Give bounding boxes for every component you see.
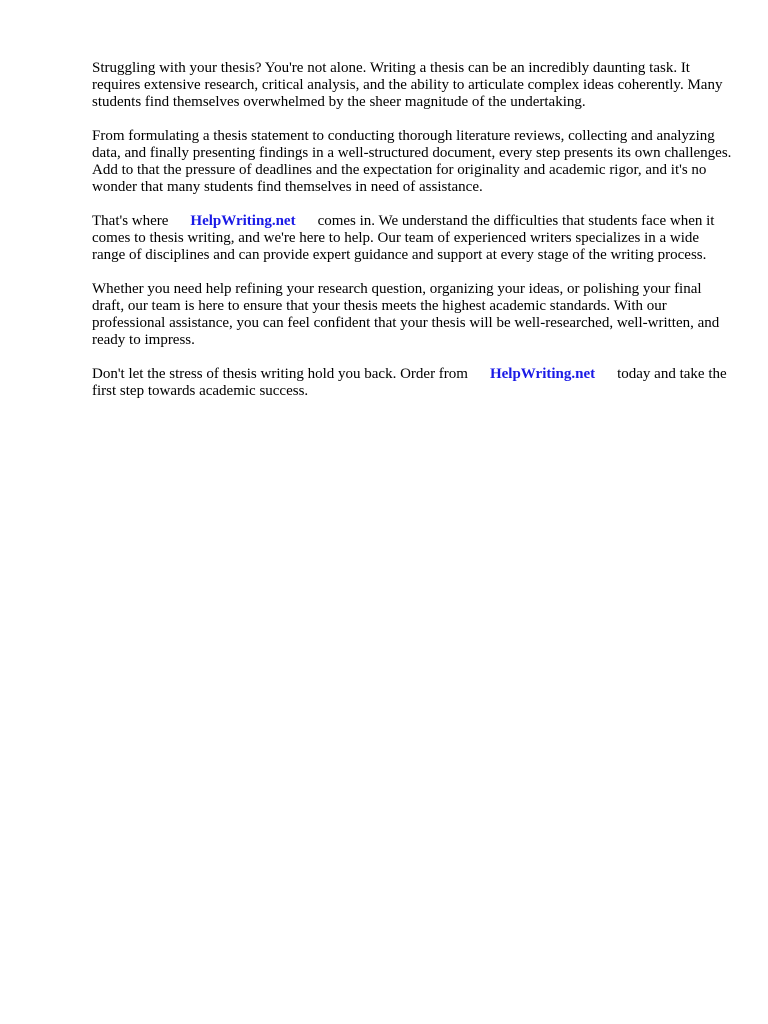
paragraph-assistance: Whether you need help refining your research question, organizing your ideas, or polishing your final draft, our team is here to ensure that your thesis meets the highest academic standards. With our professional assistance, you can feel confident that your thesis will be well-researched, well-written, and ready to impress. [92, 281, 720, 348]
paragraph-helpwriting [92, 213, 732, 264]
paragraph-challenges: From formulating a thesis statement to conducting thorough literature reviews, collecting and analyzing data, and finally presenting findings in a well-structured document, every step presents its own challenges. Add to that the pressure of deadlines and the expectation for originality and academic rigor, and it's no wonder that many students find themselves in need of assistance. [92, 128, 732, 195]
paragraph-text: Don't let the stress of thesis writing hold you back. Order from [92, 366, 468, 382]
paragraph-cta [92, 366, 732, 400]
paragraph-text: comes in. We understand the difficulties that students face when it comes to thesis writing, and we're here to help. Our team of experienced writers specializes in a wide range of disciplines and can provide expert guidance and support at every stage of the writing process. [92, 213, 715, 263]
helpwriting-link-order[interactable]: HelpWriting.net [489, 366, 596, 382]
paragraph-intro: Struggling with your thesis? You're not alone. Writing a thesis can be an incredibly daunting task. It requires extensive research, critical analysis, and the ability to articulate complex ideas coherently. Many students find themselves overwhelmed by the sheer magnitude of the undertaking. [92, 60, 723, 110]
document-body [92, 60, 732, 417]
paragraph-text: today and take the first step towards academic success. [92, 366, 727, 399]
helpwriting-link[interactable]: HelpWriting.net [190, 213, 296, 229]
paragraph-text: That's where [92, 213, 169, 229]
